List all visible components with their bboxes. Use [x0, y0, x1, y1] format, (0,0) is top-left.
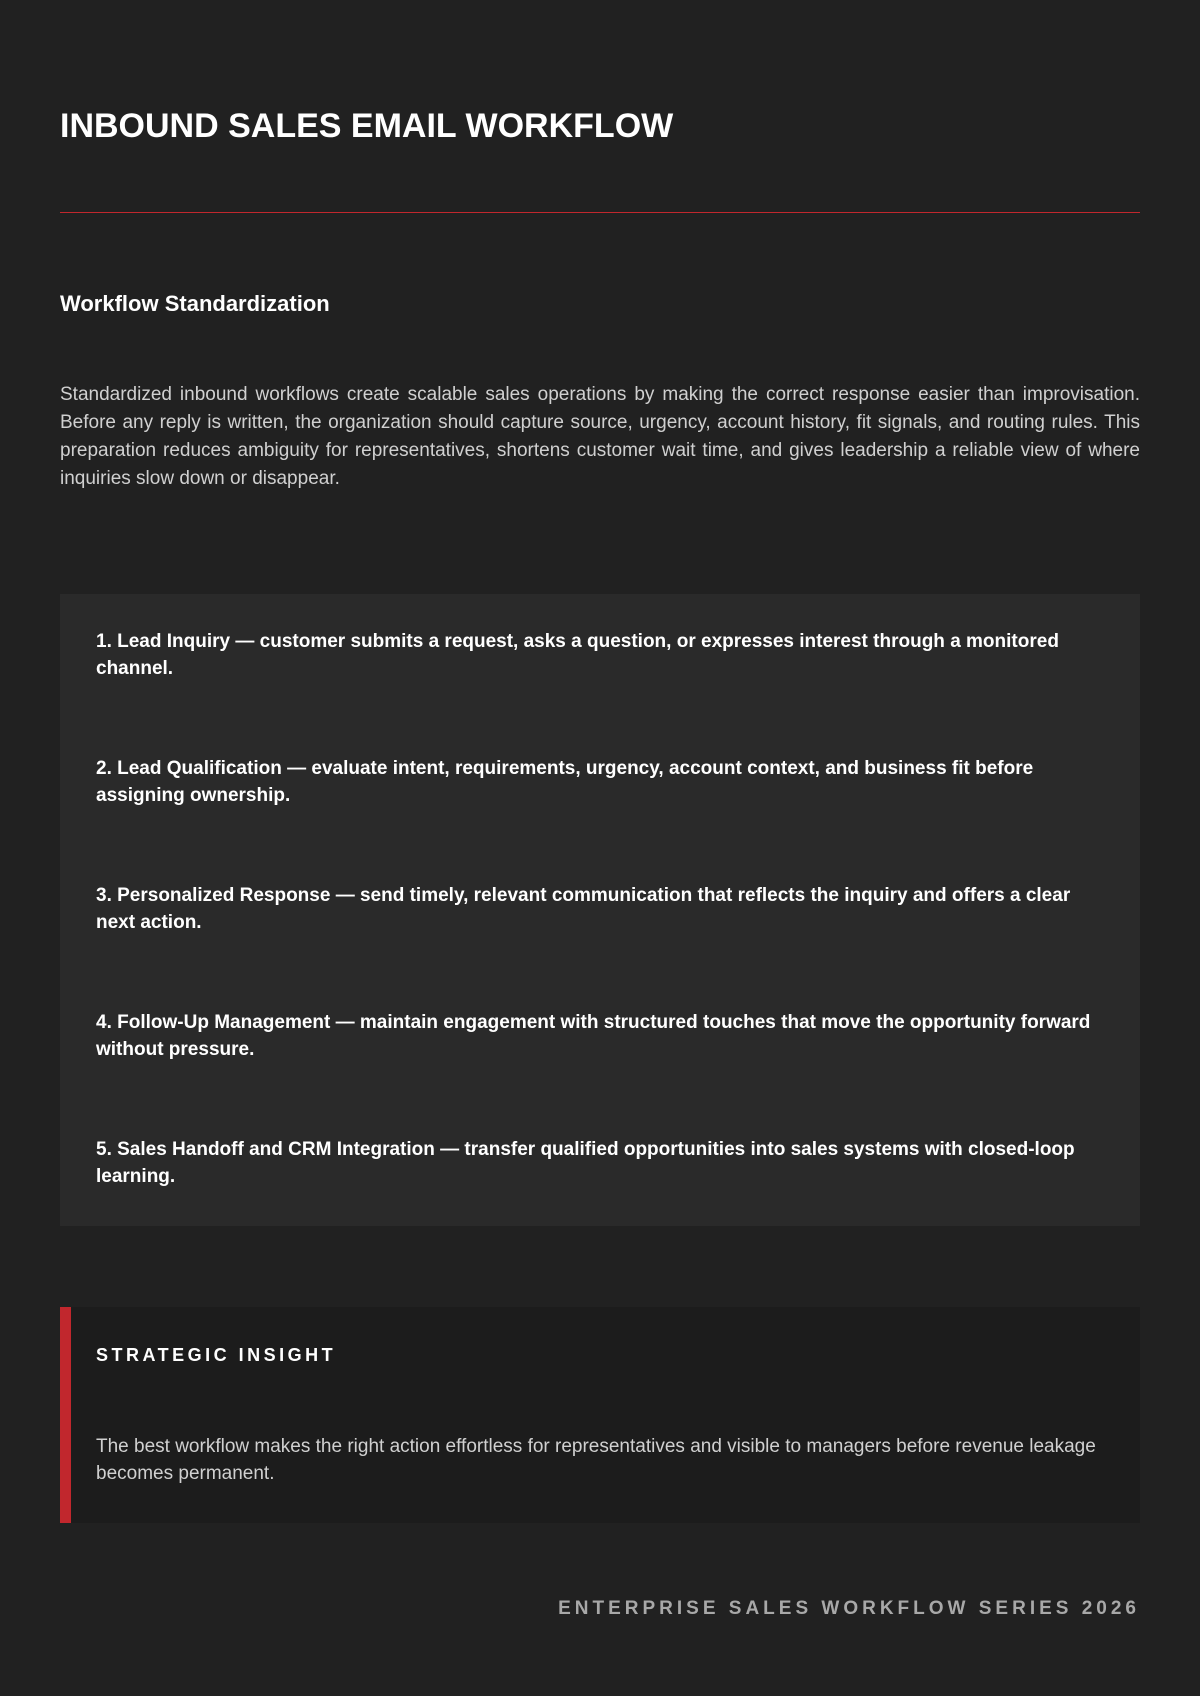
step-follow-up-management: 4. Follow-Up Management — maintain engagement with structured touches that move the opportunity forward without pressure. — [96, 1012, 1091, 1060]
footer-series-label: ENTERPRISE SALES WORKFLOW SERIES 2026 — [558, 1598, 1140, 1619]
insight-accent-bar — [60, 1307, 71, 1523]
workflow-steps-panel — [60, 594, 1140, 1226]
step-personalized-response: 3. Personalized Response — send timely, relevant communication that reflects the inquiry and offers a clear next action. — [96, 885, 1071, 933]
step-sales-handoff: 5. Sales Handoff and CRM Integration — transfer qualified opportunities into sales systems with closed-loop learning. — [96, 1139, 1075, 1187]
insight-text: The best workflow makes the right action effortless for representatives and visible to managers before revenue leakage becomes permanent. — [96, 1436, 1096, 1484]
page-title: INBOUND SALES EMAIL WORKFLOW — [60, 107, 674, 145]
step-lead-inquiry: 1. Lead Inquiry — customer submits a request, asks a question, or expresses interest through a monitored channel. — [96, 631, 1059, 679]
section-heading: Workflow Standardization — [60, 291, 330, 316]
step-lead-qualification: 2. Lead Qualification — evaluate intent, requirements, urgency, account context, and business fit before assigning ownership. — [96, 758, 1034, 806]
insight-label: STRATEGIC INSIGHT — [96, 1345, 337, 1365]
strategic-insight-callout — [60, 1307, 1140, 1523]
title-divider — [60, 212, 1140, 213]
intro-paragraph: Standardized inbound workflows create scalable sales operations by making the correct response easier than improvisation. Before any reply is written, the organization should capture source, urgency, account history, fit signals, and routing rules. This preparation reduces ambiguity for representatives, shortens customer wait time, and gives leadership a reliable view of where inquiries slow down or disappear. — [60, 384, 1140, 489]
